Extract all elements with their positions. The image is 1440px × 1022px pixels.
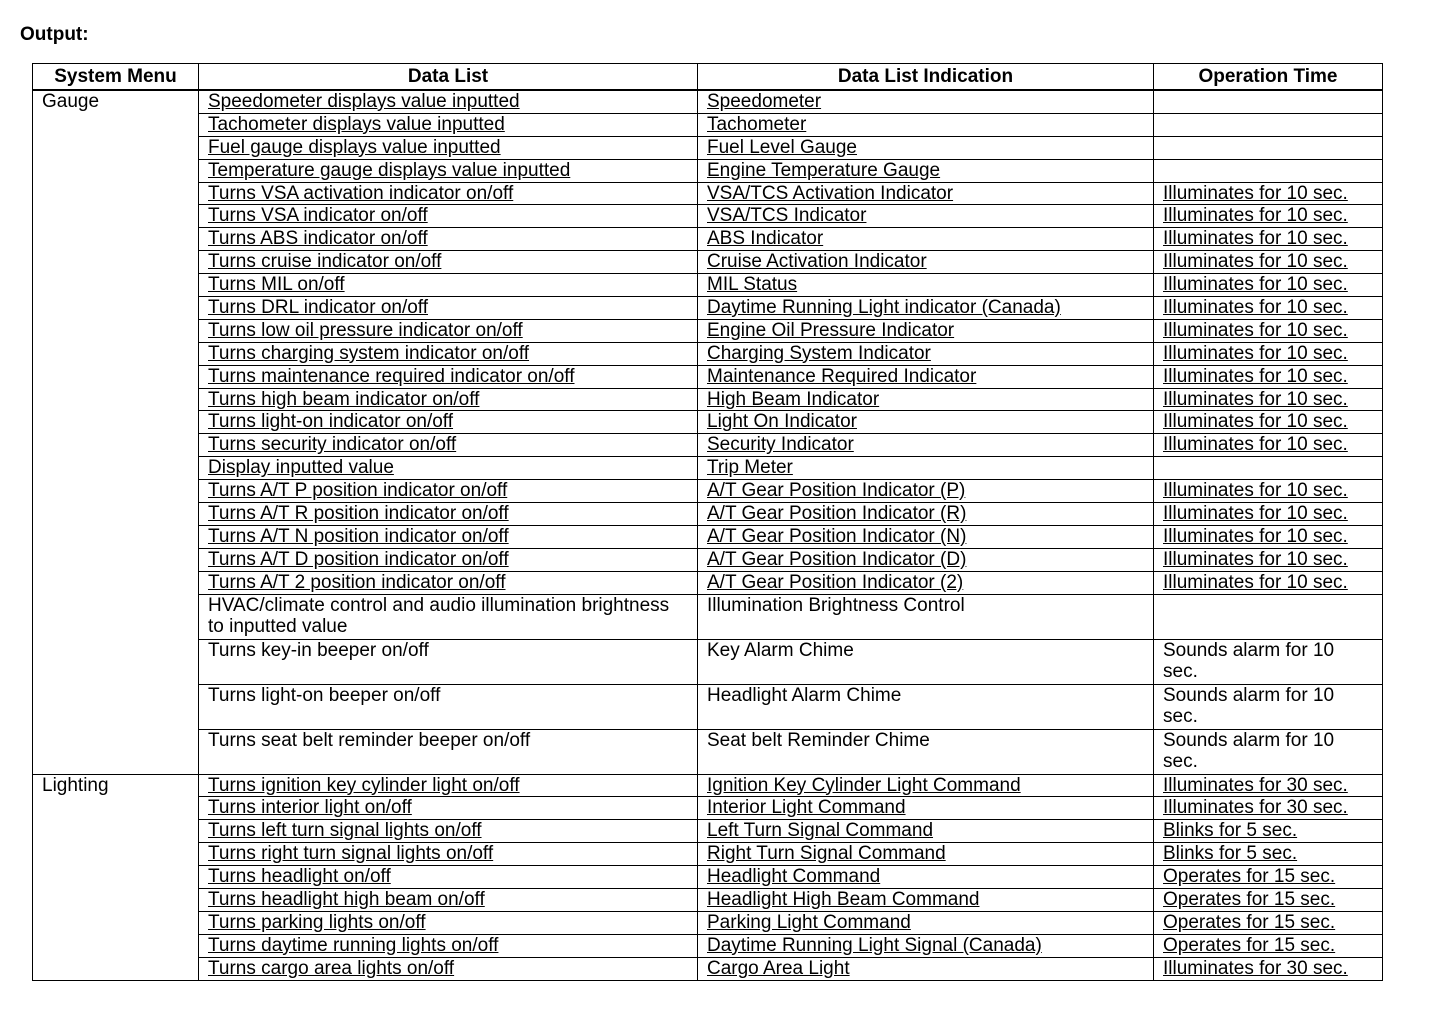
operation-time-cell: Illuminates for 10 sec. <box>1154 434 1383 457</box>
operation-time-cell: Illuminates for 10 sec. <box>1154 274 1383 297</box>
indication-cell: Headlight Command <box>698 866 1154 889</box>
data-list-cell: Turns daytime running lights on/off <box>199 934 698 957</box>
operation-time-cell: Illuminates for 10 sec. <box>1154 182 1383 205</box>
indication-cell: Tachometer <box>698 113 1154 136</box>
data-list-cell: Turns cargo area lights on/off <box>199 957 698 980</box>
indication-cell: High Beam Indicator <box>698 388 1154 411</box>
operation-time-cell: Illuminates for 10 sec. <box>1154 297 1383 320</box>
operation-time-cell: Illuminates for 10 sec. <box>1154 319 1383 342</box>
indication-cell: Speedometer <box>698 90 1154 113</box>
indication-cell: Interior Light Command <box>698 797 1154 820</box>
operation-time-cell: Blinks for 5 sec. <box>1154 843 1383 866</box>
indication-cell: VSA/TCS Activation Indicator <box>698 182 1154 205</box>
operation-time-cell <box>1154 136 1383 159</box>
data-list-cell: Turns low oil pressure indicator on/off <box>199 319 698 342</box>
table-row <box>33 434 1383 457</box>
operation-time-cell: Operates for 15 sec. <box>1154 934 1383 957</box>
indication-cell: Charging System Indicator <box>698 342 1154 365</box>
operation-time-cell: Operates for 15 sec. <box>1154 889 1383 912</box>
table-row <box>33 639 1383 684</box>
indication-cell: Cruise Activation Indicator <box>698 251 1154 274</box>
table-row <box>33 342 1383 365</box>
operation-time-cell: Illuminates for 10 sec. <box>1154 205 1383 228</box>
data-list-cell: Turns key-in beeper on/off <box>199 639 698 684</box>
table-row <box>33 820 1383 843</box>
data-list-cell: Turns VSA activation indicator on/off <box>199 182 698 205</box>
table-row <box>33 136 1383 159</box>
system-menu-cell: Gauge <box>33 90 199 774</box>
indication-cell: Fuel Level Gauge <box>698 136 1154 159</box>
data-list-cell: Turns interior light on/off <box>199 797 698 820</box>
operation-time-cell: Illuminates for 30 sec. <box>1154 774 1383 797</box>
data-list-cell: Turns seat belt reminder beeper on/off <box>199 729 698 774</box>
operation-time-cell: Sounds alarm for 10 sec. <box>1154 684 1383 729</box>
indication-cell: A/T Gear Position Indicator (D) <box>698 548 1154 571</box>
data-list-cell: HVAC/climate control and audio illumination brightness to inputted value <box>199 594 698 639</box>
indication-cell: A/T Gear Position Indicator (P) <box>698 480 1154 503</box>
data-list-cell: Temperature gauge displays value inputted <box>199 159 698 182</box>
table-row <box>33 889 1383 912</box>
indication-cell: Headlight Alarm Chime <box>698 684 1154 729</box>
table-row <box>33 548 1383 571</box>
table-row <box>33 274 1383 297</box>
system-menu-cell: Lighting <box>33 774 199 980</box>
data-list-cell: Fuel gauge displays value inputted <box>199 136 698 159</box>
table-row <box>33 934 1383 957</box>
table-row <box>33 297 1383 320</box>
indication-cell: A/T Gear Position Indicator (N) <box>698 525 1154 548</box>
operation-time-cell: Illuminates for 30 sec. <box>1154 797 1383 820</box>
data-list-cell: Turns parking lights on/off <box>199 911 698 934</box>
table-row <box>33 113 1383 136</box>
table-row <box>33 684 1383 729</box>
output-table <box>32 63 1383 981</box>
indication-cell: Trip Meter <box>698 457 1154 480</box>
indication-cell: Security Indicator <box>698 434 1154 457</box>
indication-cell: Daytime Running Light indicator (Canada) <box>698 297 1154 320</box>
operation-time-cell <box>1154 159 1383 182</box>
table-row <box>33 774 1383 797</box>
indication-cell: Left Turn Signal Command <box>698 820 1154 843</box>
operation-time-cell: Illuminates for 10 sec. <box>1154 228 1383 251</box>
indication-cell: Daytime Running Light Signal (Canada) <box>698 934 1154 957</box>
table-row <box>33 957 1383 980</box>
table-row <box>33 228 1383 251</box>
operation-time-cell: Illuminates for 10 sec. <box>1154 251 1383 274</box>
operation-time-cell: Illuminates for 10 sec. <box>1154 571 1383 594</box>
table-body <box>33 90 1383 980</box>
data-list-cell: Turns light-on beeper on/off <box>199 684 698 729</box>
table-row <box>33 797 1383 820</box>
header-data-list: Data List <box>199 64 698 91</box>
data-list-cell: Turns charging system indicator on/off <box>199 342 698 365</box>
data-list-cell: Turns headlight on/off <box>199 866 698 889</box>
table-row <box>33 182 1383 205</box>
operation-time-cell: Illuminates for 10 sec. <box>1154 525 1383 548</box>
data-list-cell: Turns right turn signal lights on/off <box>199 843 698 866</box>
operation-time-cell <box>1154 113 1383 136</box>
data-list-cell: Turns ignition key cylinder light on/off <box>199 774 698 797</box>
table-row <box>33 525 1383 548</box>
table-row <box>33 503 1383 526</box>
data-list-cell: Turns DRL indicator on/off <box>199 297 698 320</box>
operation-time-cell: Illuminates for 30 sec. <box>1154 957 1383 980</box>
indication-cell: MIL Status <box>698 274 1154 297</box>
table-row <box>33 866 1383 889</box>
operation-time-cell: Illuminates for 10 sec. <box>1154 548 1383 571</box>
table-row <box>33 457 1383 480</box>
data-list-cell: Turns headlight high beam on/off <box>199 889 698 912</box>
indication-cell: Engine Oil Pressure Indicator <box>698 319 1154 342</box>
table-row <box>33 251 1383 274</box>
table-row <box>33 205 1383 228</box>
operation-time-cell: Illuminates for 10 sec. <box>1154 388 1383 411</box>
table-row <box>33 911 1383 934</box>
indication-cell: Illumination Brightness Control <box>698 594 1154 639</box>
operation-time-cell: Illuminates for 10 sec. <box>1154 411 1383 434</box>
header-system-menu: System Menu <box>33 64 199 91</box>
indication-cell: Maintenance Required Indicator <box>698 365 1154 388</box>
table-row <box>33 388 1383 411</box>
indication-cell: Parking Light Command <box>698 911 1154 934</box>
table-header-row <box>33 64 1383 91</box>
operation-time-cell: Illuminates for 10 sec. <box>1154 342 1383 365</box>
operation-time-cell <box>1154 90 1383 113</box>
indication-cell: Light On Indicator <box>698 411 1154 434</box>
table-row <box>33 319 1383 342</box>
data-list-cell: Turns maintenance required indicator on/off <box>199 365 698 388</box>
data-list-cell: Turns MIL on/off <box>199 274 698 297</box>
data-list-cell: Turns A/T R position indicator on/off <box>199 503 698 526</box>
data-list-cell: Turns high beam indicator on/off <box>199 388 698 411</box>
operation-time-cell <box>1154 457 1383 480</box>
table-row <box>33 480 1383 503</box>
data-list-cell: Turns A/T D position indicator on/off <box>199 548 698 571</box>
indication-cell: Seat belt Reminder Chime <box>698 729 1154 774</box>
indication-cell: Engine Temperature Gauge <box>698 159 1154 182</box>
table-row <box>33 571 1383 594</box>
data-list-cell: Turns left turn signal lights on/off <box>199 820 698 843</box>
table-row <box>33 594 1383 639</box>
data-list-cell: Turns light-on indicator on/off <box>199 411 698 434</box>
indication-cell: Headlight High Beam Command <box>698 889 1154 912</box>
table-row <box>33 729 1383 774</box>
data-list-cell: Turns A/T N position indicator on/off <box>199 525 698 548</box>
data-list-cell: Turns A/T 2 position indicator on/off <box>199 571 698 594</box>
table-row <box>33 90 1383 113</box>
table-row <box>33 365 1383 388</box>
data-list-cell: Tachometer displays value inputted <box>199 113 698 136</box>
indication-cell: A/T Gear Position Indicator (2) <box>698 571 1154 594</box>
data-list-cell: Turns security indicator on/off <box>199 434 698 457</box>
operation-time-cell: Blinks for 5 sec. <box>1154 820 1383 843</box>
indication-cell: Ignition Key Cylinder Light Command <box>698 774 1154 797</box>
operation-time-cell: Illuminates for 10 sec. <box>1154 503 1383 526</box>
operation-time-cell: Sounds alarm for 10 sec. <box>1154 729 1383 774</box>
indication-cell: Right Turn Signal Command <box>698 843 1154 866</box>
data-list-cell: Speedometer displays value inputted <box>199 90 698 113</box>
operation-time-cell: Operates for 15 sec. <box>1154 911 1383 934</box>
operation-time-cell: Sounds alarm for 10 sec. <box>1154 639 1383 684</box>
data-list-cell: Turns VSA indicator on/off <box>199 205 698 228</box>
indication-cell: VSA/TCS Indicator <box>698 205 1154 228</box>
indication-cell: ABS Indicator <box>698 228 1154 251</box>
data-list-cell: Display inputted value <box>199 457 698 480</box>
data-list-cell: Turns ABS indicator on/off <box>199 228 698 251</box>
header-operation-time: Operation Time <box>1154 64 1383 91</box>
header-data-list-indication: Data List Indication <box>698 64 1154 91</box>
table-row <box>33 159 1383 182</box>
indication-cell: A/T Gear Position Indicator (R) <box>698 503 1154 526</box>
table-row <box>33 843 1383 866</box>
operation-time-cell <box>1154 594 1383 639</box>
data-list-cell: Turns A/T P position indicator on/off <box>199 480 698 503</box>
operation-time-cell: Operates for 15 sec. <box>1154 866 1383 889</box>
indication-cell: Key Alarm Chime <box>698 639 1154 684</box>
indication-cell: Cargo Area Light <box>698 957 1154 980</box>
operation-time-cell: Illuminates for 10 sec. <box>1154 365 1383 388</box>
page-heading: Output: <box>20 24 89 45</box>
operation-time-cell: Illuminates for 10 sec. <box>1154 480 1383 503</box>
data-list-cell: Turns cruise indicator on/off <box>199 251 698 274</box>
table-row <box>33 411 1383 434</box>
